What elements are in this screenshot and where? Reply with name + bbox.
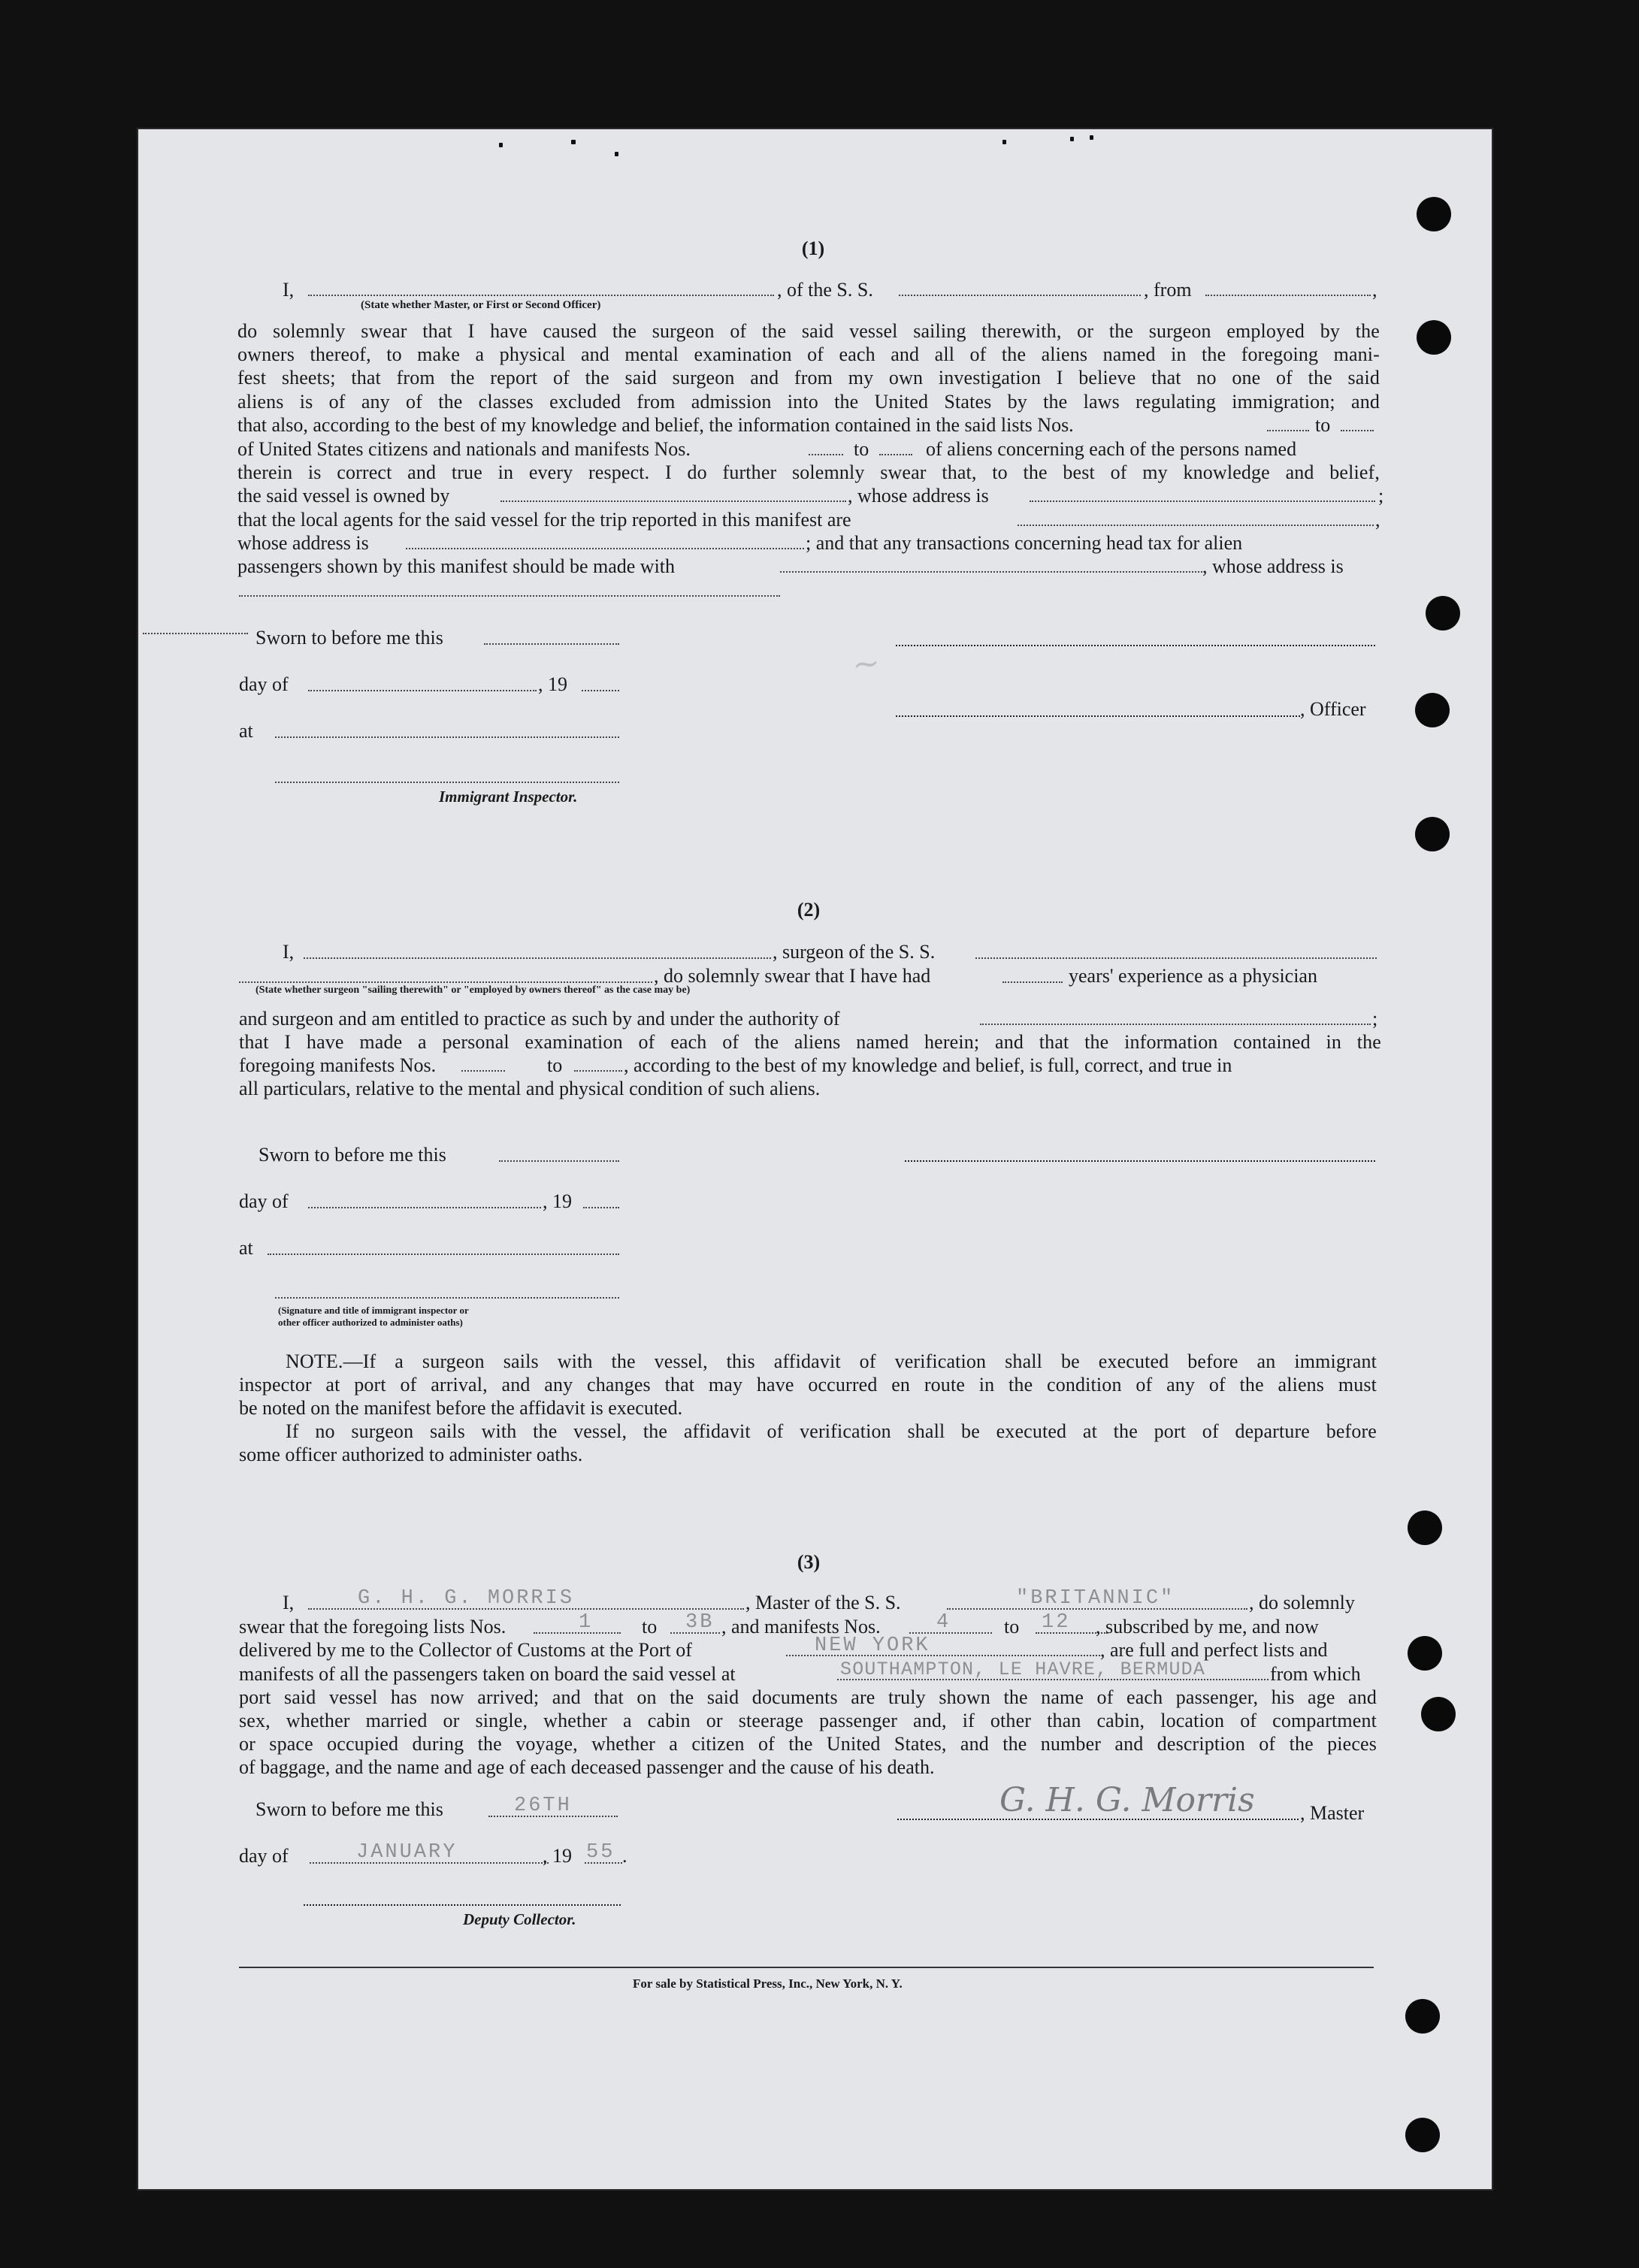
oath-line: delivered by me to the Collector of Customs at the Port of (239, 1639, 692, 1661)
binder-hole (1417, 320, 1451, 355)
officer-hint: (State whether Master, or First or Second Officer) (361, 299, 601, 311)
years-field[interactable] (1002, 981, 1063, 983)
label-to: to (642, 1616, 658, 1637)
surgeon-name-field[interactable] (304, 957, 771, 959)
head-tax-field[interactable] (780, 571, 1202, 573)
binder-hole (1421, 1697, 1456, 1731)
oath-line: all particulars, relative to the mental and physical condition of such aliens. (239, 1078, 821, 1099)
authority-field[interactable] (980, 1024, 1371, 1025)
lists-from-field[interactable] (1267, 430, 1309, 431)
day-of-field[interactable] (308, 690, 537, 691)
oath-line: sex, whether married or single, whether a cabin or steerage passenger and, if other than cabin, location of compartment (239, 1710, 1377, 1731)
sig-hint: (Signature and title of immigrant inspector or (278, 1305, 469, 1316)
agents-address-field[interactable] (406, 548, 804, 549)
officer-label: , Officer (1300, 698, 1366, 720)
label-to: to (1004, 1616, 1020, 1637)
officer-field[interactable] (308, 295, 774, 296)
label-manifests: , and manifests Nos. (721, 1616, 881, 1637)
ink-speck (615, 152, 618, 156)
oath-line: aliens is of any of the classes excluded from admission into the United States by the laws regulating immigration; and (237, 391, 1380, 413)
note-line: inspector at port of arrival, and any changes that may have occurred en route in the condition of any of the aliens must (239, 1374, 1377, 1396)
period: . (622, 1845, 627, 1867)
ink-speck (1002, 140, 1006, 144)
ink-speck (1070, 137, 1074, 141)
sworn-label: Sworn to before me this (256, 627, 443, 649)
ship-field[interactable]: "BRITANNIC" (1016, 1587, 1175, 1610)
margin-dots (143, 633, 248, 634)
at-label: at (239, 1237, 253, 1259)
oath-line: or space occupied during the voyage, whether a citizen of the United States, and the number and description of the pieces (239, 1733, 1377, 1755)
binder-hole (1405, 2118, 1440, 2152)
footer-rule (239, 1967, 1374, 1968)
oath-line: , are full and perfect lists and (1100, 1639, 1328, 1661)
ink-speck (499, 143, 503, 147)
ink-speck (1090, 135, 1093, 140)
embark-field[interactable]: SOUTHAMPTON, LE HAVRE, BERMUDA (840, 1659, 1206, 1680)
manifests-to-field[interactable] (574, 1070, 622, 1072)
manifests-from-field[interactable] (461, 1070, 505, 1072)
binder-hole (1417, 197, 1451, 231)
faint-signature: ~ (850, 643, 882, 685)
label-of-ss: , of the S. S. (777, 279, 873, 301)
label-semicolon: ; (1378, 485, 1384, 507)
list-from-line (534, 1632, 621, 1634)
oath-line: of baggage, and the name and age of each deceased passenger and the cause of his death. (239, 1756, 935, 1778)
list-from-field[interactable]: 1 (579, 1611, 594, 1634)
oath-line: and surgeon and am entitled to practice as such by and under the authority of (239, 1008, 840, 1030)
surgeon-type-field[interactable] (239, 981, 652, 983)
label-to: to (1315, 414, 1331, 436)
owner-address-field[interactable] (1030, 500, 1375, 502)
ink-speck (571, 140, 576, 144)
owner-field[interactable] (500, 500, 846, 502)
oath-line: passengers shown by this manifest should be made with (237, 555, 676, 577)
month-field[interactable]: JANUARY (356, 1841, 458, 1864)
binder-hole (1415, 817, 1450, 851)
sworn-day-field[interactable] (484, 643, 619, 645)
vessel-field[interactable] (899, 295, 1141, 296)
binder-hole (1408, 1510, 1442, 1545)
from-field[interactable] (1205, 295, 1371, 296)
inspector-signature-line[interactable] (275, 1297, 619, 1299)
oath-line: port said vessel has now arrived; and that on the said documents are truly shown the name of each passenger, his age and (239, 1686, 1377, 1708)
binder-hole (1405, 1999, 1440, 2034)
section-number: (2) (797, 899, 821, 921)
footer-text: For sale by Statistical Press, Inc., New York, N. Y. (633, 1976, 903, 1991)
sworn-label: Sworn to before me this (256, 1798, 443, 1820)
list-to-field[interactable]: 3B (685, 1611, 715, 1634)
label-to: to (854, 438, 869, 460)
inspector-line[interactable] (275, 782, 619, 783)
oath-line: that I have made a personal examination of each of the aliens named herein; and that the information contained in the (239, 1031, 1381, 1053)
day-of-label: day of (239, 1190, 289, 1212)
at-field[interactable] (275, 736, 619, 738)
section-number: (3) (797, 1551, 821, 1573)
officer-signature-line[interactable] (896, 715, 1300, 717)
oath-line: do solemnly swear that I have caused the surgeon of the said vessel sailing therewith, or the surgeon employed by the (237, 320, 1380, 342)
label-do-solemnly: , do solemnly (1249, 1592, 1355, 1613)
signature-line[interactable] (896, 645, 1375, 646)
deputy-collector-line[interactable] (304, 1904, 621, 1906)
agents-field[interactable] (1018, 525, 1374, 526)
oath-line: the said vessel is owned by (237, 485, 450, 507)
year-label: , 19 (538, 673, 567, 695)
master-signature: G. H. G. Morris (999, 1781, 1255, 1819)
label-i: I, (283, 279, 295, 301)
note-line: be noted on the manifest before the affidavit is executed. (239, 1397, 683, 1419)
year-label: , 19 (543, 1845, 572, 1867)
head-tax-address-field[interactable] (239, 595, 780, 597)
surgeon-vessel-field[interactable] (975, 957, 1377, 959)
note-line: NOTE.—If a surgeon sails with the vessel, this affidavit of verification shall be executed before an immigrant (286, 1350, 1377, 1372)
oath-line: therein is correct and true in every respect. I do further solemnly swear that, to the best of my knowledge and belief, (237, 461, 1380, 483)
label-years: years' experience as a physician (1069, 965, 1317, 987)
surgeon-hint: (State whether surgeon "sailing therewith" or "employed by owners thereof" as the case may be) (256, 984, 691, 996)
master-name-field[interactable]: G. H. G. MORRIS (358, 1587, 575, 1610)
oath-line: whose address is (237, 532, 369, 554)
oath-line: ; and that any transactions concerning head tax for alien (806, 532, 1243, 554)
year-field[interactable] (583, 1207, 619, 1208)
label-comma: , (1372, 279, 1377, 301)
oath-line: , according to the best of my knowledge and belief, is full, correct, and true in (624, 1054, 1232, 1076)
signature-line[interactable] (905, 1160, 1375, 1162)
inspector-label: Immigrant Inspector. (439, 788, 578, 806)
day-of-label: day of (239, 1845, 289, 1867)
oath-line: of United States citizens and nationals and manifests Nos. (237, 438, 691, 460)
oath-line: manifests of all the passengers taken on board the said vessel at (239, 1663, 736, 1685)
at-field[interactable] (268, 1253, 619, 1255)
oath-line: that also, according to the best of my knowledge and belief, the information contained in the said lists Nos. (237, 414, 1074, 436)
manifest-to-field[interactable]: 12 (1042, 1611, 1071, 1634)
manifests-from-field[interactable] (809, 454, 843, 455)
oath-line: from which (1270, 1663, 1361, 1685)
day-of-label: day of (239, 673, 289, 695)
label-swear: , do solemnly swear that I have had (654, 965, 931, 987)
deputy-label: Deputy Collector. (463, 1910, 576, 1928)
label-surgeon: , surgeon of the S. S. (773, 941, 936, 963)
lists-to-field[interactable] (1341, 430, 1374, 431)
label-semicolon: ; (1372, 1008, 1378, 1030)
manifest-from-field[interactable]: 4 (936, 1611, 951, 1634)
sworn-label: Sworn to before me this (259, 1144, 446, 1166)
label-master-of: , Master of the S. S. (745, 1592, 901, 1613)
oath-line: of aliens concerning each of the persons named (926, 438, 1297, 460)
label-i: I, (283, 941, 295, 963)
oath-line: , subscribed by me, and now (1096, 1616, 1319, 1637)
day-of-field[interactable] (308, 1207, 541, 1208)
label-to: to (547, 1054, 563, 1076)
section-number: (1) (801, 237, 825, 259)
oath-line: fest sheets; that from the report of the said surgeon and from my own investigation I believe that no one of the said (237, 367, 1380, 389)
note-line: If no surgeon sails with the vessel, the affidavit of verification shall be executed at the port of departure before (286, 1420, 1377, 1442)
master-label: , Master (1300, 1802, 1365, 1824)
label-comma: , (1375, 509, 1380, 531)
binder-hole (1415, 693, 1450, 727)
binder-hole (1408, 1636, 1442, 1671)
label-whose-address: , whose address is (1202, 555, 1344, 577)
at-label: at (239, 720, 253, 742)
label-i: I, (283, 1592, 295, 1613)
oath-line: that the local agents for the said vessel for the trip reported in this manifest are (237, 509, 851, 531)
sig-hint: other officer authorized to administer oaths) (278, 1317, 463, 1328)
label-whose-address: , whose address is (848, 485, 989, 507)
port-field[interactable]: NEW YORK (815, 1634, 930, 1657)
year-field[interactable]: 55 (586, 1841, 615, 1864)
manifests-to-field[interactable] (879, 454, 912, 455)
year-label: , 19 (543, 1190, 572, 1212)
oath-line: owners thereof, to make a physical and mental examination of each and all of the aliens named in the foregoing mani- (237, 343, 1380, 365)
year-field[interactable] (582, 690, 619, 691)
label-from: , from (1144, 279, 1192, 301)
oath-line: foregoing manifests Nos. (239, 1054, 437, 1076)
sworn-day-field[interactable]: 26TH (514, 1795, 572, 1817)
note-line: some officer authorized to administer oaths. (239, 1444, 583, 1465)
sworn-day-field[interactable] (499, 1160, 619, 1162)
oath-line: swear that the foregoing lists Nos. (239, 1616, 507, 1637)
binder-hole (1426, 596, 1460, 631)
